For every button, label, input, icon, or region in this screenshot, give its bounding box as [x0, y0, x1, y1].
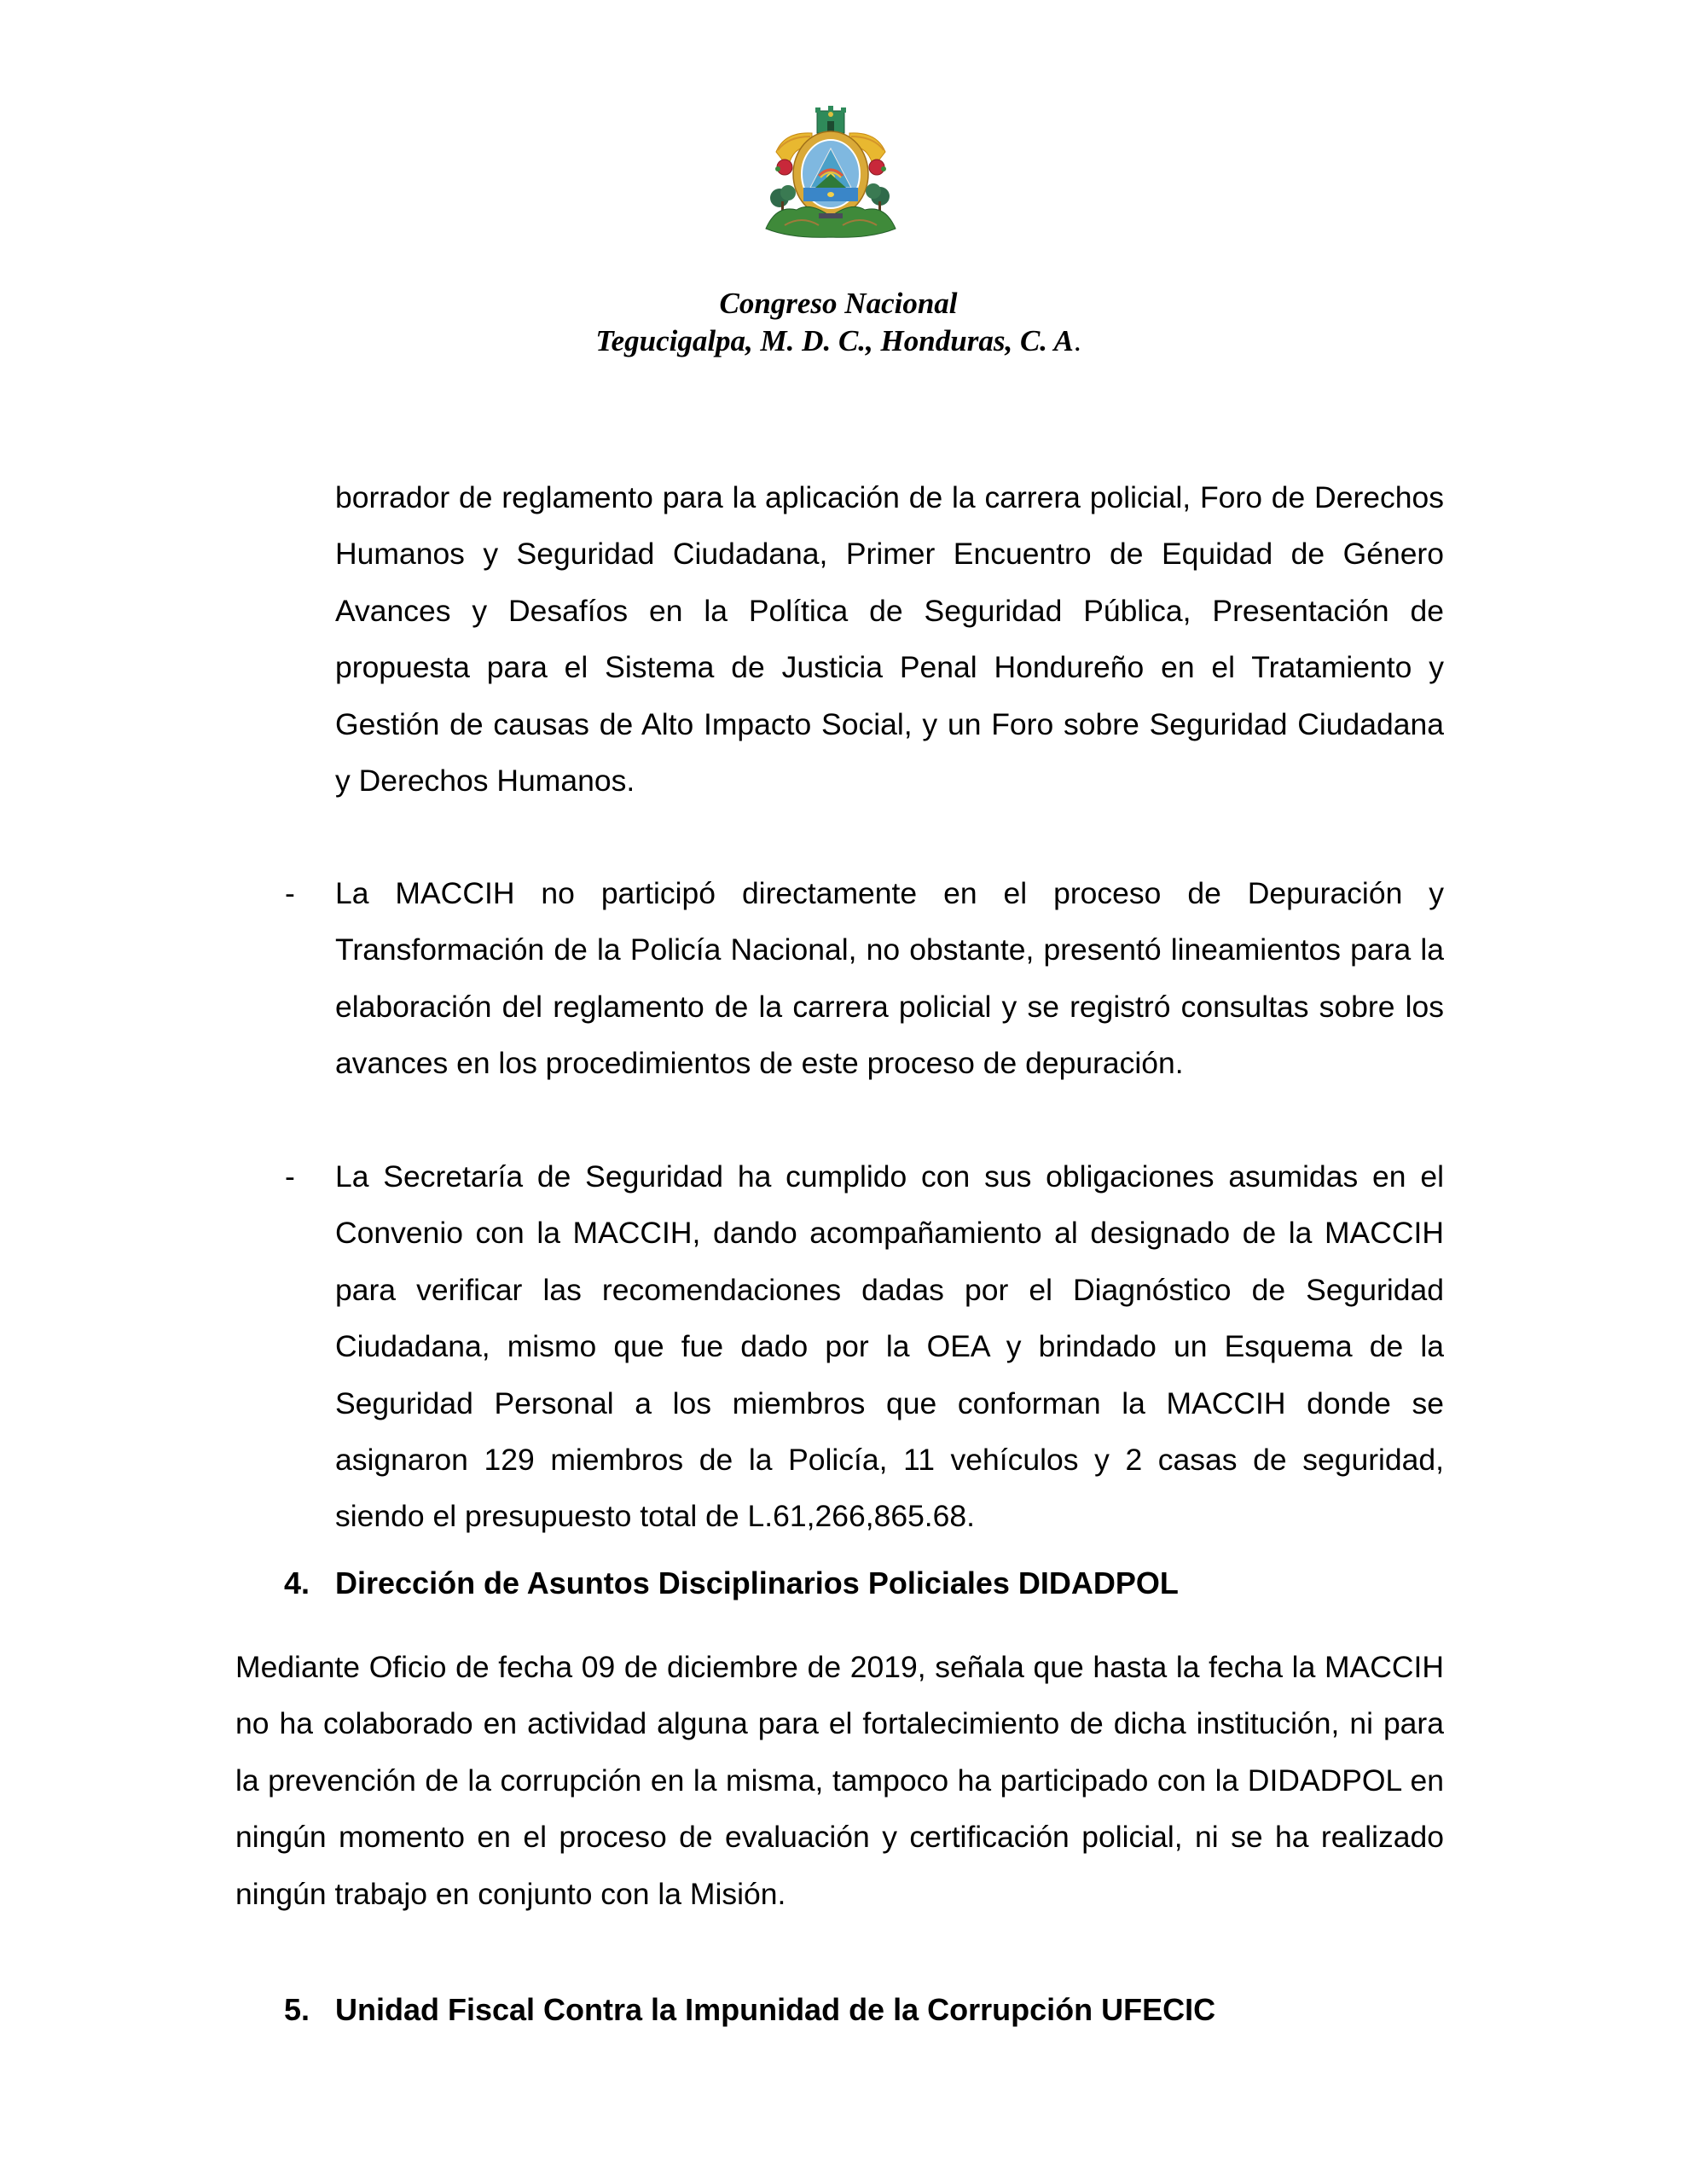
section-title: Dirección de Asuntos Disciplinarios Policiales DIDADPOL	[335, 1565, 1179, 1600]
location-trailing-period: .	[1073, 324, 1081, 357]
bullet-item-secretaria-seguridad: La Secretaría de Seguridad ha cumplido con sus obligaciones asumidas en el Convenio con la MACCIH, dando acompañamiento al designado de la MACCIH para verificar las recomendaciones dadas por el Diagnóstico de Seguridad Ciudadana, mismo que fue dado por la OEA y brindado un Esquema de la Seguridad Personal a los miembros que conforman la MACCIH donde se asignaron 129 miembros de la Policía, 11 vehículos y 2 casas de seguridad, siendo el presupuesto total de L.61,266,865.68.	[335, 1159, 1444, 1534]
letterhead-organization	[0, 287, 1677, 321]
section-title: Unidad Fiscal Contra la Impunidad de la Corrupción UFECIC	[335, 1992, 1216, 2027]
continued-paragraph: borrador de reglamento para la aplicación de la carrera policial, Foro de Derechos Humanos y Seguridad Ciudadana, Primer Encuentro de Equidad de Género Avances y Desafíos en la Política de Seguridad Pública, Presentación de propuesta para el Sistema de Justicia Penal Hondureño en el Tratamiento y Gestión de causas de Alto Impacto Social, y un Foro sobre Seguridad Ciudadana y Derechos Humanos.	[335, 480, 1444, 799]
bullet-marker: -	[285, 876, 295, 910]
section-number: 4.	[284, 1565, 310, 1600]
coat-of-arms-icon	[759, 99, 902, 242]
bullet-item-depuracion: La MACCIH no participó directamente en el proceso de Depuración y Transformación de la Policía Nacional, no obstante, presentó lineamientos para la elaboración del reglamento de la carrera policial y se registró consultas sobre los avances en los procedimientos de este proceso de depuración.	[335, 876, 1444, 1081]
bullet-marker: -	[285, 1159, 295, 1194]
organization-name: Congreso Nacional	[719, 287, 958, 320]
letterhead-location	[0, 324, 1677, 358]
section-4-paragraph: Mediante Oficio de fecha 09 de diciembre de 2019, señala que hasta la fecha la MACCIH no ha colaborado en actividad alguna para el fortalecimiento de dicha institución, ni para la prevención de la corrupción en la misma, tampoco ha participado con la DIDADPOL en ningún momento en el proceso de evaluación y certificación policial, ni se ha realizado ningún trabajo en conjunto con la Misión.	[235, 1650, 1444, 1911]
location-text: Tegucigalpa, M. D. C., Honduras, C. A	[595, 324, 1074, 357]
section-number: 5.	[284, 1992, 310, 2027]
